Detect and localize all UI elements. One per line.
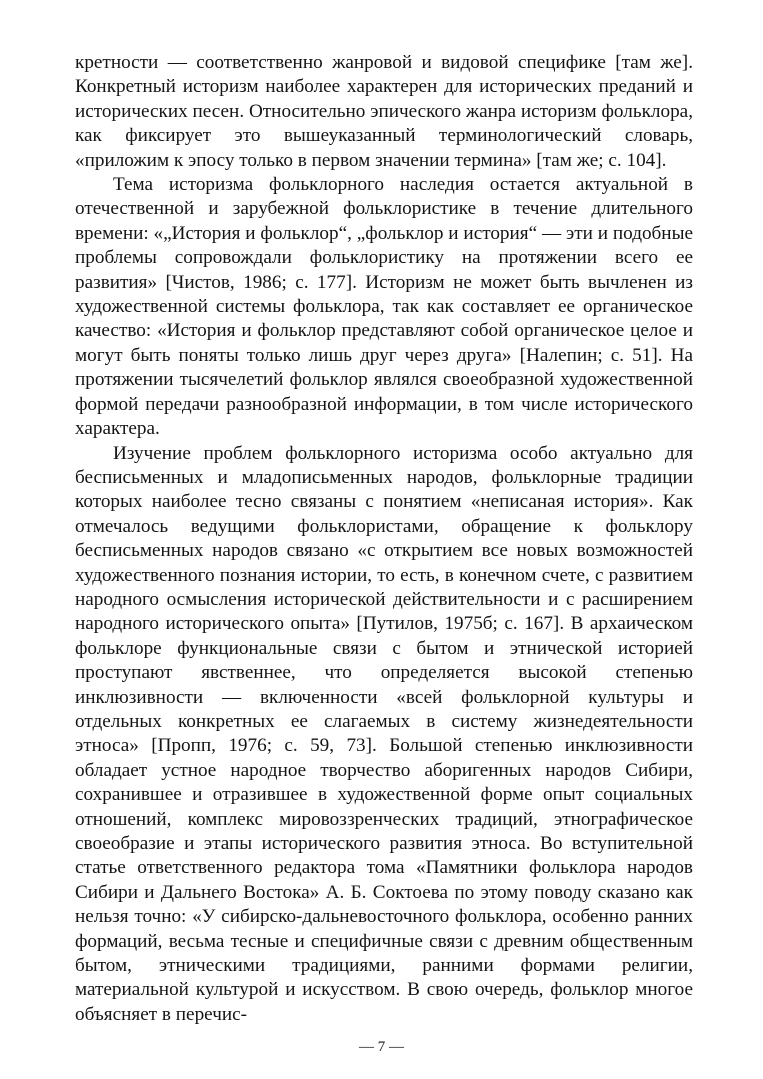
page-body <box>75 51 693 1027</box>
page-number: — 7 — <box>359 1039 404 1055</box>
paragraph-folklore-study: Изучение проблем фольклорного историзма особо актуально для бесписьменных и младописьменных народов, фольклорные традиции которых наиболее тесно связаны с понятием «неписаная история». Как отмечалось ведущими фольклористами, обращение к фольклору бесписьменных народов связано «с открытием все новых возможностей художественного познания истории, то есть, в конечном счете, с развитием народного осмысления исторической действительности и с расширением народного исторического опыта» [Путилов, 1975б; с. 167]. В архаическом фольклоре функциональные связи с бытом и этнической историей проступают явственнее, что определяется высокой степенью инклюзивности — включенности «всей фольклорной культуры и отдельных конкретных ее слагаемых в систему жизнедеятельности этноса» [Пропп, 1976; с. 59, 73]. Большой степенью инклюзивности обладает устное народное творчество аборигенных народов Сибири, сохранившее и отразившее в художественной форме опыт социальных отношений, комплекс мировоззренческих традиций, этнографическое своеобразие и этапы исторического развития этноса. Во вступительной статье ответственного редактора тома «Памятники фольклора народов Сибири и Дальнего Востока» А. Б. Соктоева по этому поводу сказано как нельзя точно: «У сибирско-дальневосточного фольклора, особенно ранних формаций, весьма тесные и специфичные связи с древним общественным бытом, этническими традициями, ранними формами религии, материальной культурой и искусством. В свою очередь, фольклор многое объясняет в перечис- <box>75 442 693 1025</box>
paragraph-continuation: кретности — соответственно жанровой и видовой специфике [там же]. Конкретный историзм наиболее характерен для исторических преданий и исторических песен. Относительно эпического жанра историзм фольклора, как фиксирует это вышеуказанный терминологический словарь, «приложим к эпосу только в первом значении термина» [там же; с. 104]. <box>75 52 693 171</box>
paragraph-historicism-theme: Тема историзма фольклорного наследия остается актуальной в отечественной и зарубежной фольклористике в течение длительного времени: «„История и фольклор“, „фольклор и история“ — эти и подобные проблемы сопровождали фольклористику на протяжении всего ее развития» [Чистов, 1986; с. 177]. Историзм не может быть вычленен из художественной системы фольклора, так как составляет ее органическое качество: «История и фольклор представляют собой органическое целое и могут быть поняты только лишь друг через друга» [Налепин; с. 51]. На протяжении тысячелетий фольклор являлся своеобразной художественной формой передачи разнообразной информации, в том числе исторического характера. <box>75 174 693 440</box>
